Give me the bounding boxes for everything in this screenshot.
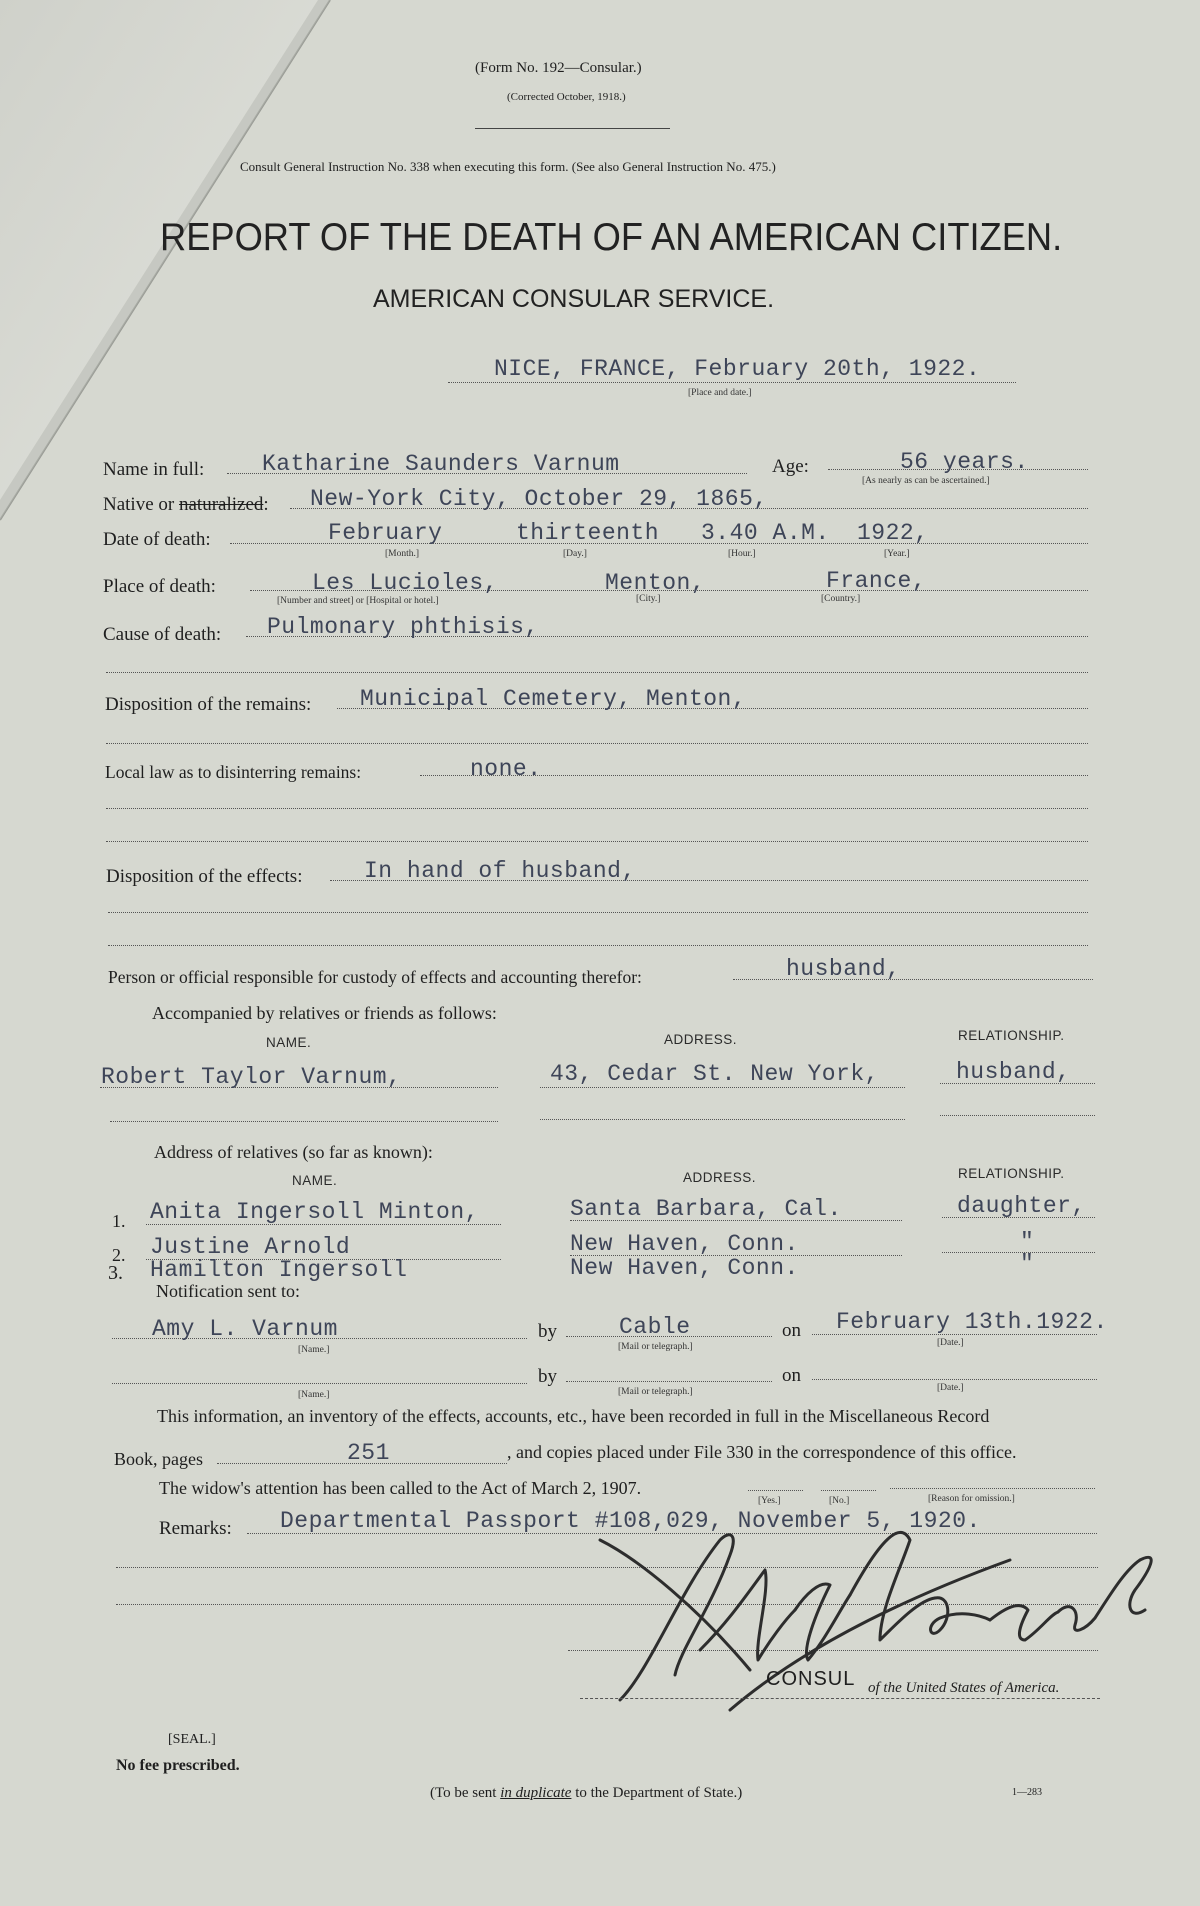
- widow-no-note: [No.]: [829, 1496, 850, 1506]
- notify-1-date: February 13th.1922.: [836, 1309, 1108, 1335]
- relative-3-number: 3.: [108, 1262, 123, 1284]
- relative-2-relationship: ": [1020, 1229, 1035, 1255]
- name-label: Name in full:: [103, 459, 205, 480]
- death-street: Les Lucioles,: [312, 570, 498, 596]
- relative-3-relationship: ": [1020, 1251, 1035, 1277]
- hour-note: [Hour.]: [728, 549, 756, 559]
- death-month: February: [328, 520, 443, 546]
- relative-3-name: Hamilton Ingersoll: [150, 1257, 408, 1283]
- relative-2-number: 2.: [112, 1245, 126, 1265]
- relative-1-address: Santa Barbara, Cal.: [570, 1196, 842, 1222]
- record-line-1: This information, an inventory of the effects, accounts, etc., have been recorded in full in the Miscellaneous Record: [157, 1406, 990, 1426]
- accompanied-relationship-header: RELATIONSHIP.: [958, 1028, 1065, 1043]
- record-pages: 251: [347, 1440, 390, 1466]
- corrected-date: (Corrected October, 1918.): [507, 91, 626, 103]
- seal-label: [SEAL.]: [168, 1732, 216, 1747]
- send-instruction: (To be sent in duplicate to the Department of State.): [430, 1785, 743, 1801]
- street-note: [Number and street] or [Hospital or hotel.]: [277, 596, 439, 606]
- notify-2-mail-note: [Mail or telegraph.]: [618, 1387, 693, 1397]
- relative-2-name: Justine Arnold: [150, 1234, 351, 1260]
- companion-address: 43, Cedar St. New York,: [550, 1061, 879, 1087]
- death-year: 1922,: [857, 520, 929, 546]
- accompanied-label: Accompanied by relatives or friends as follows:: [152, 1003, 497, 1023]
- remains-label: Disposition of the remains:: [105, 694, 312, 715]
- death-city: Menton,: [605, 570, 706, 596]
- country-note: [Country.]: [821, 594, 861, 604]
- record-line-2a: Book, pages: [114, 1449, 203, 1469]
- city-note: [City.]: [636, 594, 661, 604]
- record-line-2b: , and copies placed under File 330 in the correspondence of this office.: [507, 1442, 1017, 1462]
- relative-2-address: New Haven, Conn.: [570, 1231, 799, 1257]
- notify-1-name: Amy L. Varnum: [152, 1316, 338, 1342]
- companion-relationship: husband,: [956, 1059, 1071, 1085]
- accompanied-address-header: ADDRESS.: [664, 1032, 738, 1047]
- accompanied-name-header: NAME.: [266, 1035, 312, 1050]
- widow-yes-note: [Yes.]: [758, 1496, 781, 1506]
- companion-name: Robert Taylor Varnum,: [101, 1064, 402, 1090]
- date-of-death-label: Date of death:: [103, 529, 211, 550]
- name-value: Katharine Saunders Varnum: [262, 451, 620, 477]
- death-country: France,: [826, 568, 927, 594]
- widow-text: The widow's attention has been called to the Act of March 2, 1907.: [159, 1478, 642, 1498]
- relatives-relationship-header: RELATIONSHIP.: [958, 1166, 1065, 1181]
- notify-1-on: on: [782, 1320, 801, 1341]
- place-date-note: [Place and date.]: [688, 388, 752, 398]
- notify-1-method: Cable: [619, 1314, 691, 1340]
- effects-value: In hand of husband,: [364, 858, 636, 884]
- relatives-label: Address of relatives (so far as known):: [154, 1142, 433, 1162]
- send-duplicate: in duplicate: [500, 1785, 572, 1801]
- remains-value: Municipal Cemetery, Menton,: [360, 686, 747, 712]
- notify-1-name-note: [Name.]: [298, 1345, 330, 1355]
- fee-note: No fee prescribed.: [116, 1757, 240, 1774]
- relatives-name-header: NAME.: [292, 1173, 338, 1188]
- day-note: [Day.]: [563, 549, 587, 559]
- notify-1-date-note: [Date.]: [937, 1338, 964, 1348]
- notification-label: Notification sent to:: [156, 1281, 300, 1301]
- notify-2-date-note: [Date.]: [937, 1383, 964, 1393]
- death-day: thirteenth: [516, 520, 660, 546]
- form-code: 1—283: [1012, 1787, 1042, 1798]
- native-label-a: Native or: [103, 494, 175, 515]
- notify-2-by: by: [538, 1366, 557, 1387]
- relative-1-relationship: daughter,: [957, 1193, 1086, 1219]
- place-of-death-label: Place of death:: [103, 576, 216, 597]
- custody-value: husband,: [786, 956, 901, 982]
- month-note: [Month.]: [385, 549, 420, 559]
- custody-label: Person or official responsible for custody of effects and accounting therefor:: [108, 967, 642, 987]
- local-law-label: Local law as to disinterring remains:: [105, 762, 362, 782]
- form-number: (Form No. 192—Consular.): [475, 60, 642, 76]
- death-hour: 3.40 A.M.: [701, 520, 830, 546]
- relatives-address-header: ADDRESS.: [683, 1170, 757, 1185]
- age-label: Age:: [772, 456, 809, 477]
- native-label: [103, 494, 269, 516]
- local-law-value: none.: [470, 756, 542, 782]
- notify-1-by: by: [538, 1321, 557, 1342]
- instruction-line: Consult General Instruction No. 338 when executing this form. (See also General Instruction No. 475.): [240, 159, 776, 174]
- notify-2-name-note: [Name.]: [298, 1390, 330, 1400]
- form-title: REPORT OF THE DEATH OF AN AMERICAN CITIZEN.: [160, 216, 1063, 259]
- age-note: [As nearly as can be ascertained.]: [862, 476, 990, 486]
- cause-value: Pulmonary phthisis,: [267, 614, 539, 640]
- effects-label: Disposition of the effects:: [106, 866, 303, 887]
- consul-word: CONSUL: [766, 1668, 856, 1690]
- remarks-label: Remarks:: [159, 1518, 232, 1539]
- notify-1-mail-note: [Mail or telegraph.]: [618, 1342, 693, 1352]
- relative-1-number: 1.: [112, 1211, 126, 1231]
- relative-3-address: New Haven, Conn.: [570, 1255, 799, 1281]
- year-note: [Year.]: [884, 549, 910, 559]
- relative-1-name: Anita Ingersoll Minton,: [150, 1199, 479, 1225]
- native-label-struck: naturalized: [178, 494, 264, 515]
- native-label-colon: :: [263, 494, 269, 515]
- place-date-value: NICE, FRANCE, February 20th, 1922.: [494, 356, 981, 382]
- age-value: 56 years.: [900, 449, 1029, 475]
- notify-2-on: on: [782, 1365, 801, 1386]
- remarks-value: Departmental Passport #108,029, November 5, 1920.: [280, 1508, 981, 1534]
- header-rule: [475, 128, 670, 129]
- native-value: New-York City, October 29, 1865,: [310, 486, 768, 512]
- service-name: AMERICAN CONSULAR SERVICE.: [373, 285, 775, 313]
- cause-label: Cause of death:: [103, 624, 222, 645]
- widow-reason-note: [Reason for omission.]: [928, 1494, 1015, 1504]
- consul-of-usa: of the United States of America.: [868, 1680, 1060, 1696]
